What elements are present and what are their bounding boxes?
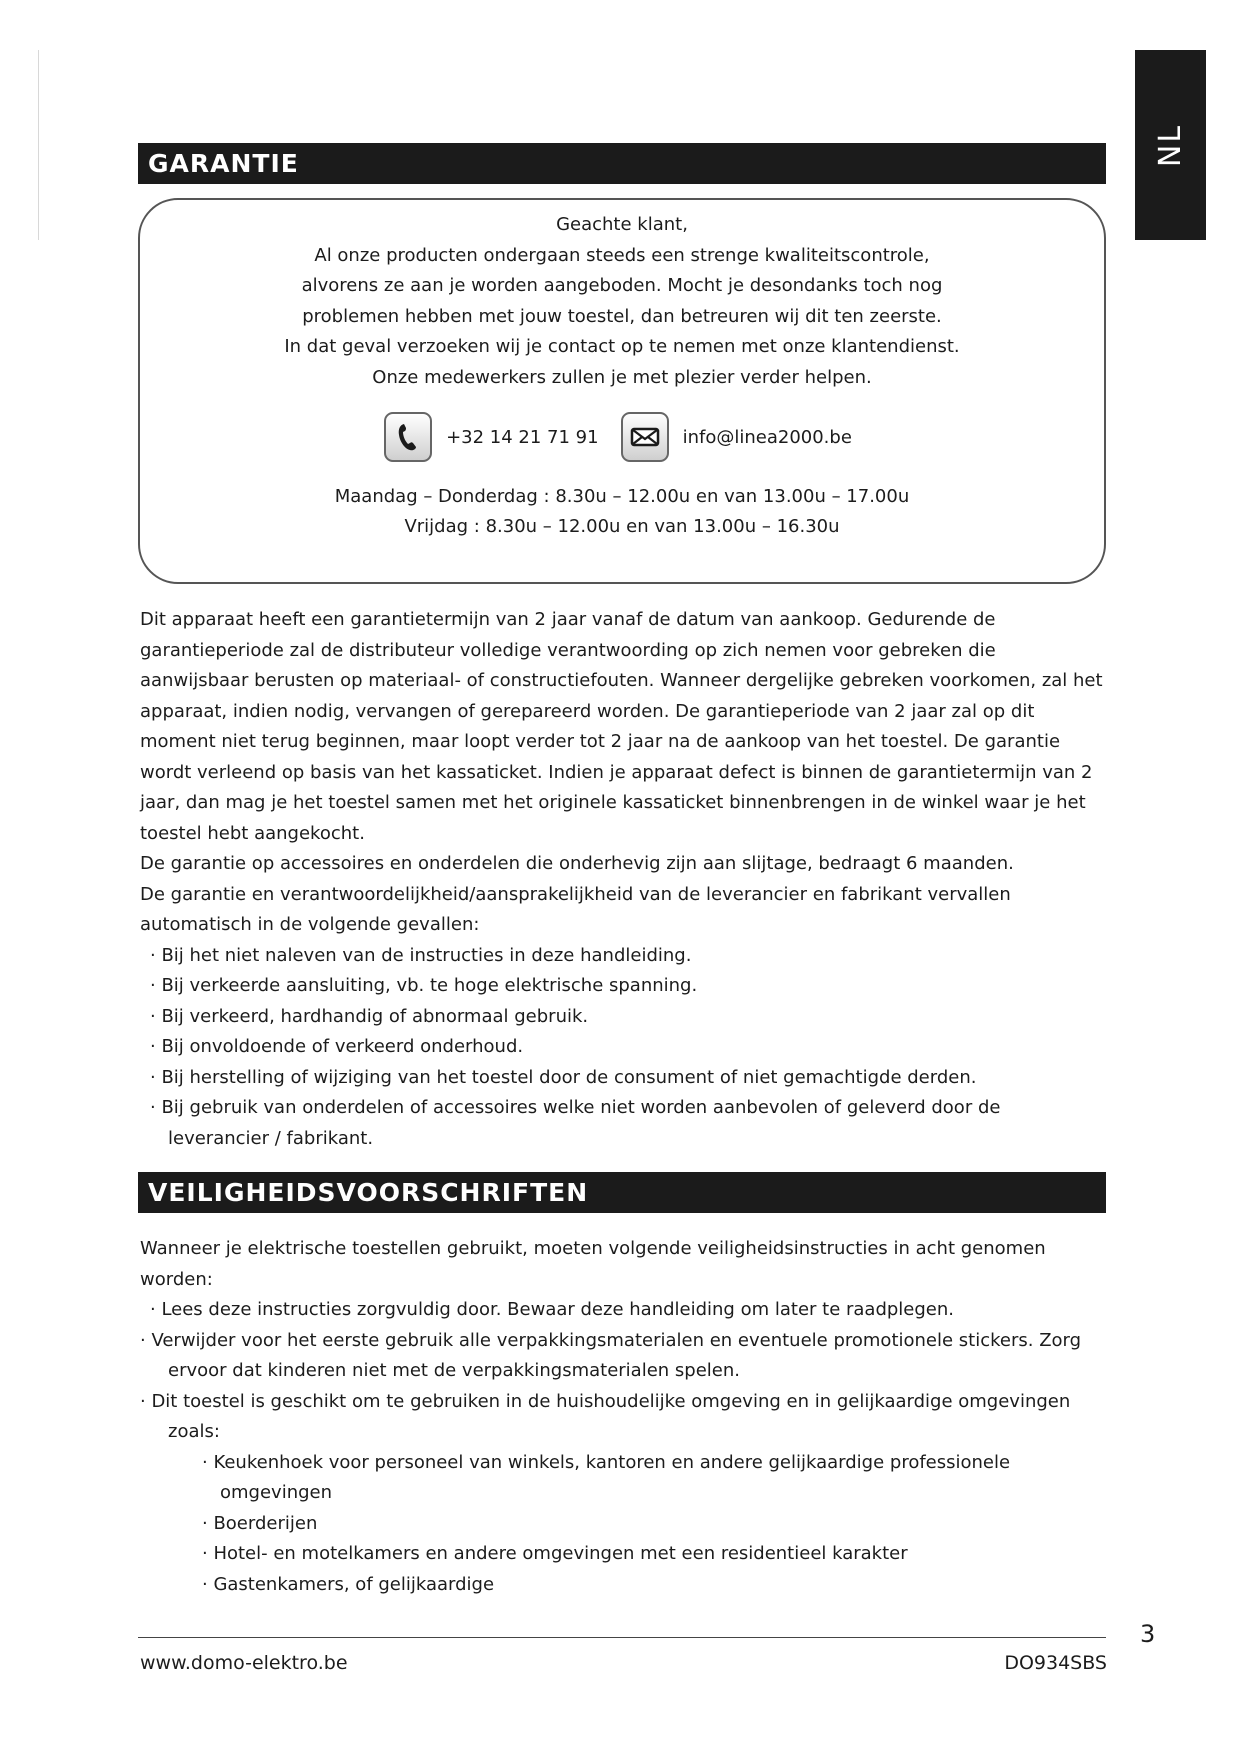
sub-list-item: · Boerderijen (202, 1512, 318, 1534)
list-item: · Bij verkeerd, hardhandig of abnormaal gebruik. (150, 1005, 589, 1027)
list-item: · Bij gebruik van onderdelen of accessoires welke niet worden aanbevolen of geleverd door de leverancier / fabrikant. (150, 1097, 1001, 1149)
section-title-garantie: GARANTIE (148, 149, 299, 178)
section-header-veiligheid (138, 1172, 1106, 1213)
safety-intro: Wanneer je elektrische toestellen gebruikt, moeten volgende veiligheidsinstructies in acht genomen worden: (140, 1238, 1046, 1290)
hours-line: Maandag – Donderdag : 8.30u – 12.00u en van 13.00u – 17.00u (334, 486, 910, 507)
safety-text (140, 1234, 1106, 1600)
greeting-line: Geachte klant, (556, 214, 688, 235)
list-item: · Dit toestel is geschikt om te gebruiken in de huishoudelijke omgeving en in gelijkaardige omgevingen zoals: (140, 1390, 1071, 1442)
greeting-text (140, 210, 1104, 393)
greeting-line: Onze medewerkers zullen je met plezier verder helpen. (372, 366, 872, 388)
greeting-line: problemen hebben met jouw toestel, dan betreuren wij dit ten zeerste. (302, 305, 942, 327)
greeting-line: In dat geval verzoeken wij je contact op te nemen met onze klantendienst. (284, 336, 960, 357)
model-number: DO934SBS (1004, 1652, 1107, 1674)
list-item: · Bij het niet naleven van de instructies in deze handleiding. (150, 944, 692, 966)
page-number: 3 (1140, 1620, 1156, 1648)
list-item: · Bij herstelling of wijziging van het toestel door de consument of niet gemachtigde derden. (150, 1066, 977, 1088)
list-item: · Lees deze instructies zorgvuldig door. Bewaar deze handleiding om later te raadplegen. (150, 1299, 955, 1320)
language-tab (1135, 50, 1206, 240)
warranty-text (140, 605, 1106, 1154)
contact-row (140, 410, 1104, 464)
website-link[interactable]: www.domo-elektro.be (140, 1652, 348, 1674)
void-intro: De garantie en verantwoordelijkheid/aansprakelijkheid van de leverancier en fabrikant vervallen automatisch in de volgende gevallen: (140, 883, 1011, 935)
language-tab-label: NL (1153, 123, 1188, 167)
margin-rule (38, 50, 39, 240)
list-item: · Bij verkeerde aansluiting, vb. te hoge elektrische spanning. (150, 975, 698, 996)
sub-list-item: · Gastenkamers, of gelijkaardige (202, 1573, 495, 1595)
greeting-line: Al onze producten ondergaan steeds een strenge kwaliteitscontrole, (314, 244, 930, 266)
phone-icon (384, 412, 432, 462)
warranty-paragraph: Dit apparaat heeft een garantietermijn van 2 jaar vanaf de datum van aankoop. Gedurende de garantieperiode zal de distributeur volledige verantwoording op zich nemen voor gebreken die aanwijsbaar berusten op materiaal- of constructiefouten. Wanneer dergelijke gebreken voorkomen, zal het apparaat, indien nodig, vervangen of gerepareerd worden. De garantieperiode van 2 jaar zal op dit moment niet terug beginnen, maar loopt verder tot 2 jaar na de aankoop van het toestel. De garantie wordt verleend op basis van het kassaticket. Indien je apparaat defect is binnen de garantietermijn van 2 jaar, dan mag je het toestel samen met het originele kassaticket binnenbrengen in de winkel waar je het toestel hebt aangekocht. (140, 609, 1103, 844)
phone-number: +32 14 21 71 91 (446, 426, 599, 448)
list-item: · Verwijder voor het eerste gebruik alle verpakkingsmaterialen en eventuele promotionele stickers. Zorg ervoor dat kinderen niet met de verpakkingsmaterialen spelen. (140, 1329, 1082, 1381)
email-address: info@linea2000.be (682, 426, 852, 448)
contact-box (138, 198, 1106, 584)
accessories-paragraph: De garantie op accessoires en onderdelen die onderhevig zijn aan slijtage, bedraagt 6 maanden. (140, 853, 1014, 874)
opening-hours (140, 482, 1104, 542)
hours-line: Vrijdag : 8.30u – 12.00u en van 13.00u – 16.30u (404, 516, 840, 537)
sub-list-item: · Hotel- en motelkamers en andere omgevingen met een residentieel karakter (202, 1543, 908, 1564)
sub-list-item: · Keukenhoek voor personeel van winkels, kantoren en andere gelijkaardige professionele omgevingen (202, 1451, 1011, 1503)
envelope-icon (621, 412, 669, 462)
footer-divider (138, 1637, 1106, 1638)
section-title-veiligheid: VEILIGHEIDSVOORSCHRIFTEN (148, 1178, 589, 1207)
section-header-garantie (138, 143, 1106, 184)
list-item: · Bij onvoldoende of verkeerd onderhoud. (150, 1036, 524, 1057)
greeting-line: alvorens ze aan je worden aangeboden. Mocht je desondanks toch nog (301, 275, 943, 296)
